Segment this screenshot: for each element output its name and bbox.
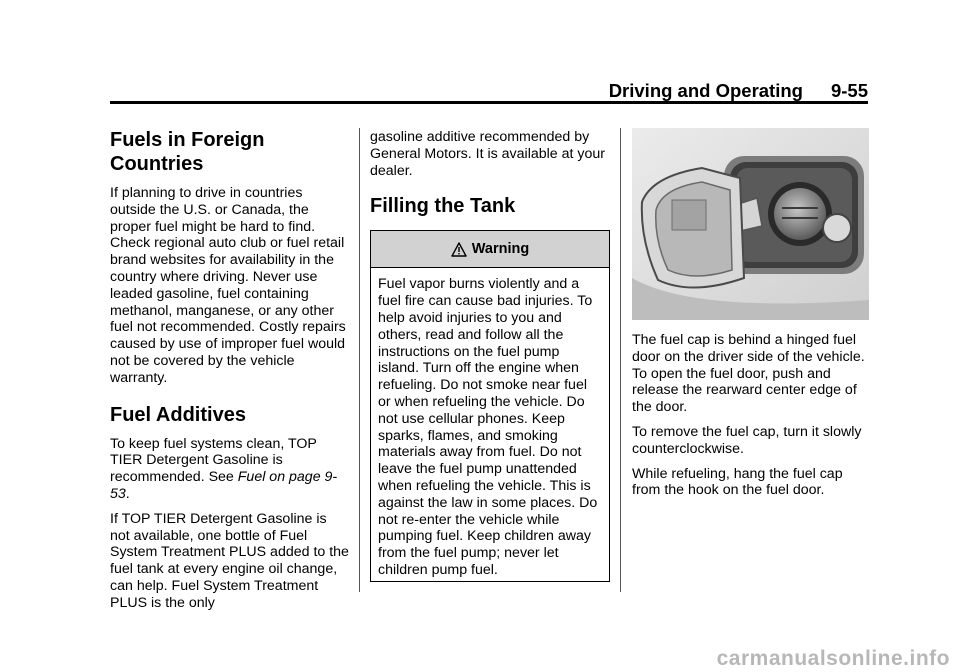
paragraph-remove-cap: To remove the fuel cap, turn it slowly counterclockwise. xyxy=(632,423,862,457)
paragraph-fuel-door: The fuel cap is behind a hinged fuel door on the driver side of the vehicle. To open the fuel door, push and release the rearward center edge of the door. xyxy=(632,332,865,416)
section-title: Driving and Operating xyxy=(608,80,803,101)
column-2 xyxy=(370,129,612,582)
paragraph-treatment: If TOP TIER Detergent Gasoline is not available, one bottle of Fuel System Treatment PLUS added to the fuel tank at every engine oil change, can help. Fuel System Treatment PLUS is the only xyxy=(110,510,349,611)
heading-filling-tank: Filling the Tank xyxy=(370,195,516,218)
warning-body xyxy=(371,268,609,580)
page-header xyxy=(110,80,868,102)
link-fuel-page[interactable]: Fuel on page 9-53 xyxy=(110,469,338,502)
warning-text: Fuel vapor burns violently and a fuel fire can cause bad injuries. To help avoid injuries to you and others, read and follow all the instructions on the fuel pump island. Turn off the engine when refueling. Do not smoke near fuel or when refueling the vehicle. Do not use cellular phones. Keep sparks, flames, and smoking materials away from fuel. Do not leave the fuel pump unattended when refueling the vehicle. This is against the law in some places. Do not re-enter the vehicle while pumping fuel. Keep children away from the fuel pump; never let children pump fuel. xyxy=(378,276,598,578)
paragraph-foreign: If planning to drive in countries outside the U.S. or Canada, the proper fuel might be hard to find. Check regional auto club or fuel retail brand websites for availability in the country where driving. Never use leaded gasoline, fuel containing methanol, manganese, or any other fuel not recommended. Costly repairs caused by use of improper fuel would not be covered by the vehicle warranty. xyxy=(110,185,346,386)
paragraph-additives xyxy=(110,436,350,503)
paragraph-additive-cont: gasoline additive recommended by General Motors. It is available at your dealer. xyxy=(370,129,605,179)
column-divider-2 xyxy=(620,128,621,592)
additives-text: To keep fuel systems clean, TOP TIER Detergent Gasoline is recommended. See xyxy=(110,435,317,486)
watermark-text: carmanualsonline.info xyxy=(716,646,950,670)
column-3 xyxy=(632,128,872,507)
column-divider-1 xyxy=(359,128,360,592)
warning-title-bar xyxy=(371,231,609,268)
fuel-door-photo xyxy=(632,128,869,320)
additives-end: . xyxy=(125,485,130,502)
heading-fuel-additives: Fuel Additives xyxy=(110,403,246,426)
warning-box xyxy=(370,230,610,581)
column-1 xyxy=(110,128,350,620)
warning-title: Warning xyxy=(471,240,530,257)
page-number: 9-55 xyxy=(830,80,868,101)
warning-triangle-icon xyxy=(451,242,467,257)
header-rule xyxy=(110,101,868,104)
paragraph-hang-cap: While refueling, hang the fuel cap from the hook on the fuel door. xyxy=(632,465,843,499)
heading-fuels-foreign: Fuels in Foreign Countries xyxy=(110,129,265,175)
watermark-footer xyxy=(0,645,960,672)
